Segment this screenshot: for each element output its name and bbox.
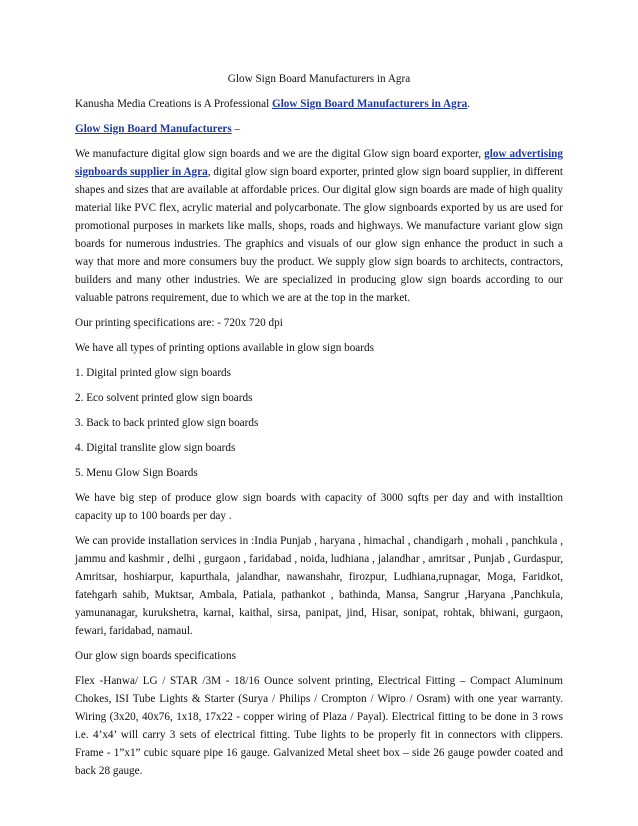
main-paragraph — [75, 145, 563, 307]
intro-text: Kanusha Media Creations is A Professional — [75, 98, 272, 110]
list-item: 3. Back to back printed glow sign boards — [75, 417, 259, 429]
intro-paragraph — [75, 95, 563, 113]
intro-link[interactable]: Glow Sign Board Manufacturers in Agra — [272, 98, 468, 110]
document-title: Glow Sign Board Manufacturers in Agra — [227, 73, 411, 85]
document-body — [75, 95, 563, 787]
services-paragraph: We can provide installation services in :India Punjab , haryana , himachal , chandigarh , mohali , panchkula , jammu and kashmir , delhi , gurgaon , faridabad , noida, ludhiana , jalandhar , amritsar , Punjab , Gurdaspur, Amritsar, hoshiarpur, kapurthala, jalandhar, nawanshahr, firozpur, Ludhiana,rupnagar, Moga, Faridkot, fatehgarh sahib, Muktsar, Ambala, Patiala, pathankot , bathinda, Mansa, Sangrur ,Haryana ,Panchkula, yamunanagar, kurukshetra, karnal, kaithal, sirsa, panipat, jind, Hisar, sonipat, rohtak, bhiwani, gurgaon, fewari, faridabad, namaul. — [75, 535, 563, 637]
capacity-paragraph: We have big step of produce glow sign boards with capacity of 3000 sqfts per day and with installtion capacity up to 100 boards per day . — [75, 492, 563, 522]
spec-paragraph: Flex -Hanwa/ LG / STAR /3M - 18/16 Ounce solvent printing, Electrical Fitting – Compact Aluminum Chokes, ISI Tube Lights & Starter (Surya / Philips / Crompton / Wipro / Osram) with one year warranty. Wiring (3x20, 40x76, 1x18, 17x22 - copper wiring of Plaza / Payal). Electrical fitting to be done in 3 rows i.e. 4’x4’ will carry 3 sets of electrical fitting. Tube lights to be properly fit in connectors with clippers. Frame - 1”x1” cubic square pipe 16 gauge. Galvanized Metal sheet box – side 26 gauge powder coated and back 28 gauge. — [75, 675, 563, 777]
main-paragraph-prefix: We manufacture digital glow sign boards and we are the digital Glow sign board exporter, — [75, 148, 485, 160]
printing-specs-line: Our printing specifications are: - 720x 720 dpi — [75, 317, 283, 329]
supplier-link[interactable]: glow advertising signboards supplier in Agra — [75, 148, 563, 178]
heading-link[interactable]: Glow Sign Board Manufacturers — [75, 123, 232, 135]
list-item: 5. Menu Glow Sign Boards — [75, 467, 198, 479]
section-heading — [75, 120, 563, 138]
spec-heading: Our glow sign boards specifications — [75, 650, 236, 662]
list-item: 4. Digital translite glow sign boards — [75, 442, 236, 454]
main-paragraph-suffix: , digital glow sign board exporter, printed glow sign board supplier, in different shapes and sizes that are available at affordable prices. Our digital glow sign boards are made of high quality material like PVC flex, acrylic material and polycarbonate. The glow signboards exported by us are used for promotional purposes in markets like malls, shops, roads and highways. We manufacture variant glow sign boards for numerous industries. The graphics and visuals of our glow sign enhance the product in such a way that more and more consumers buy the product. We supply glow sign boards to architects, contractors, builders and many other industries. We are specialized in producing glow sign boards according to our valuable patrons requirement, due to which we are at the top in the market. — [75, 166, 564, 304]
intro-suffix: . — [467, 98, 471, 110]
heading-suffix: – — [231, 123, 241, 135]
printing-options-line: We have all types of printing options available in glow sign boards — [75, 342, 374, 354]
list-item: 2. Eco solvent printed glow sign boards — [75, 392, 253, 404]
list-item: 1. Digital printed glow sign boards — [75, 367, 231, 379]
